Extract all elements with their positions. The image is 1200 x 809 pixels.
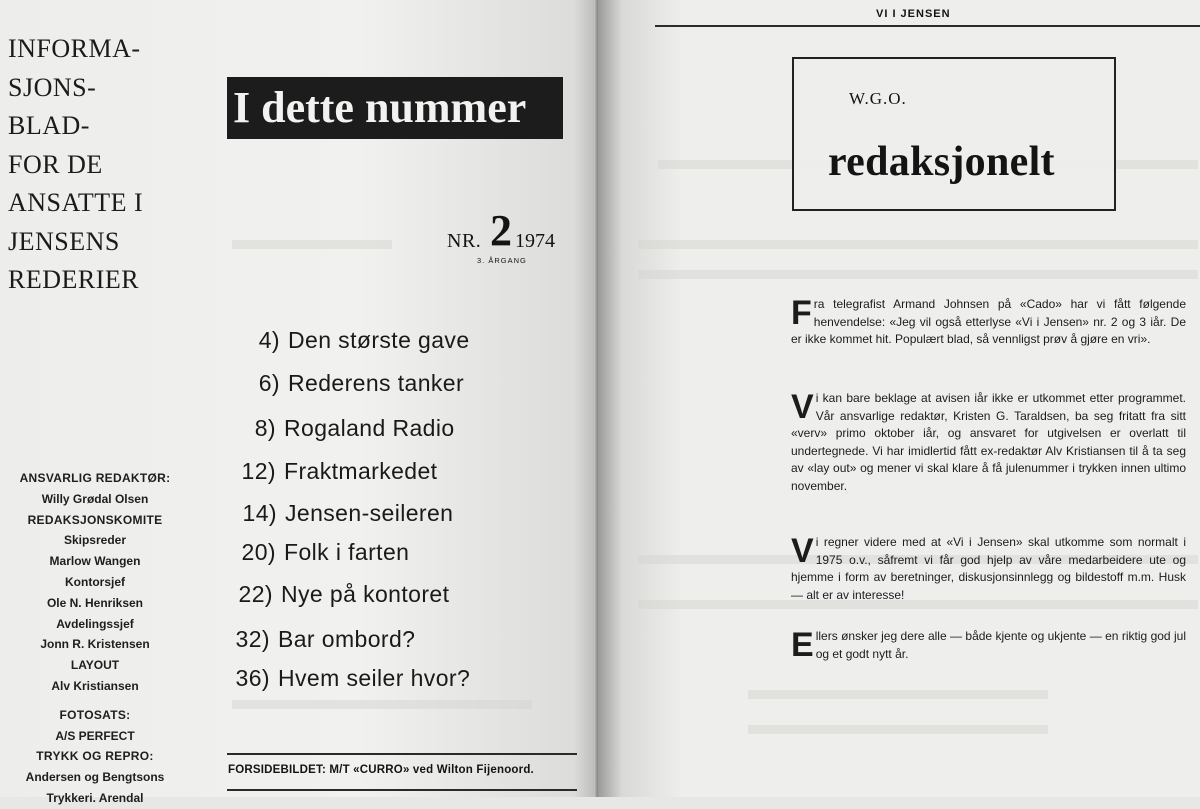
issue-year: 1974 [515,230,555,252]
editorial-paragraph [791,296,1186,349]
credits [0,468,190,809]
credit-heading: REDAKSJONSKOMITE [27,512,163,527]
paragraph-text: i regner videre med at «Vi i Jensen» skal utkomme som normalt i 1975 o.v., såfremt vi får god hjelp av våre medarbeidere ute og hjemme i form av beretninger, diskusjonsinnlegg og bildestoff m.m. Husk — alt er av interesse! [791,535,1186,602]
toc-item [220,665,470,692]
credit-line: Trykkeri. Arendal [46,790,144,805]
paragraph-text: llers ønsker jeg dere alle — både kjente og ukjente — en riktig god jul og et godt nytt år. [815,629,1186,661]
toc-page: 22) [238,581,273,607]
credit-line: LAYOUT [70,658,120,673]
editorial-box [792,57,1116,211]
masthead-line: SJONS- [8,72,97,102]
paragraph-text: i kan bare beklage at avisen iår ikke er utkommet etter programmet. Vår ansvarlige redaktør, Kristen G. Taraldsen, ba seg fritatt fra sitt «verv» primo oktober iår, og ansvaret for utgivelsen er overlatt til undertegnede. Vi har imidlertid fått ex-redaktør Alv Kristiansen til å ta seg av «lay out» og mener vi skal klare å få julenummer i trykken innen ultimo november. [791,391,1186,493]
show-through-line [748,725,1048,734]
masthead-line: JENSENS [8,226,120,256]
toc-item [223,581,449,608]
credit-line: Ole N. Henriksen [46,595,144,610]
credit-heading: ANSVARLIG REDAKTØR: [19,471,171,485]
toc-title: Bar ombord? [278,626,416,652]
editorial-paragraph [791,390,1186,496]
header-rule [655,25,1200,27]
toc-title: Den største gave [288,327,470,353]
running-head: VI I JENSEN [876,8,951,20]
masthead [8,30,198,300]
masthead-line: REDERIER [8,265,140,294]
toc-page: 32) [235,626,270,652]
toc-page: 20) [241,539,276,565]
issue-number: 2 [490,206,512,255]
toc-item [230,327,470,354]
credit-line: Marlow Wangen [49,554,141,569]
toc-item [226,458,437,485]
left-page [0,0,598,805]
editorial-paragraph [791,628,1186,663]
toc-item [220,626,415,653]
drop-cap: F [791,294,812,332]
toc-item [230,370,464,397]
toc-title: Hvem seiler hvor? [278,665,471,691]
toc-item [226,539,409,566]
caption-rule-bottom [227,789,577,791]
toc-page: 36) [235,665,270,691]
drop-cap: E [791,626,814,664]
paragraph-text: ra telegrafist Armand Johnsen på «Cado» har vi fått følgende henvendelse: «Jeg vil også etterlyse «Vi i Jensen» nr. 2 og 3 iår. De er ikke kommet hit. Populært blad, så vennligst prøv å gjøre en vri». [791,297,1186,347]
show-through-line [232,700,532,709]
credit-gap [0,697,190,705]
toc-title: Fraktmarkedet [284,458,438,484]
credit-line: A/S PERFECT [55,728,135,743]
editorial-author: W.G.O. [849,89,907,108]
toc-item [226,415,455,442]
cover-caption: FORSIDEBILDET: M/T «CURRO» ved Wilton Fijenoord. [228,764,534,776]
toc-page: 6) [258,370,280,396]
credit-heading: TRYKK OG REPRO: [36,749,154,764]
masthead-line: BLAD- [8,111,90,140]
drop-cap: V [791,388,814,426]
caption-rule-top [227,753,577,755]
masthead-line: FOR DE [8,149,103,179]
issue-block [447,206,567,270]
show-through-line [748,690,1048,699]
credit-line: Jonn R. Kristensen [40,637,150,652]
toc-page: 8) [254,415,276,441]
masthead-line: INFORMA- [8,34,141,63]
toc-title: Jensen-seileren [285,500,454,526]
show-through-line [638,270,1198,279]
toc-item [227,500,453,527]
drop-cap: V [791,532,814,570]
toc-page: 4) [258,327,280,353]
toc-title: Nye på kontoret [281,581,450,607]
credit-line: Kontorsjef [65,574,125,589]
toc-title: Rederens tanker [288,370,465,396]
issue-volume: 3. ÅRGANG [477,256,527,265]
editorial-paragraph [791,534,1186,604]
issue-prefix: NR. [447,230,482,252]
credit-line: Alv Kristiansen [51,678,139,693]
toc-title: Rogaland Radio [284,415,455,441]
toc-page: 14) [242,500,277,526]
toc-page: 12) [241,458,276,484]
page-title: I dette nummer [227,77,563,139]
toc-title: Folk i farten [284,539,410,565]
show-through-line [638,240,1198,249]
show-through-line [232,240,392,249]
masthead-line: ANSATTE I [8,188,144,217]
credit-line: Andersen og Bengtsons [25,770,165,785]
editorial-title: redaksjonelt [828,139,1055,185]
credit-line: Willy Grødal Olsen [41,491,149,506]
credit-heading: FOTOSATS: [59,707,131,722]
credit-line: Skipsreder [63,533,127,548]
credit-line: Avdelingssjef [56,616,134,631]
